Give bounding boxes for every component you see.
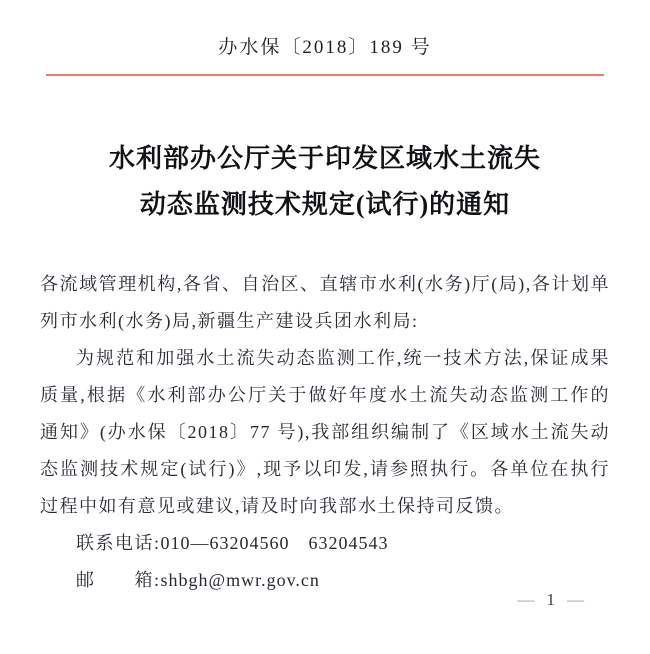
page-number xyxy=(518,590,585,610)
title-line-1: 水利部办公厅关于印发区域水土流失 xyxy=(108,144,541,173)
document-title xyxy=(0,136,650,228)
doc-number: 办水保〔2018〕189 号 xyxy=(218,37,432,58)
contact-phone-value: 010—63204560 63204543 xyxy=(160,533,389,553)
contact-email-label: 邮 箱: xyxy=(76,570,161,590)
red-divider-line xyxy=(46,74,604,76)
recipients-paragraph: 各流域管理机构,各省、自治区、直辖市水利(水务)厅(局),各计划单列市水利(水务)局,新疆生产建设兵团水利局: xyxy=(40,274,610,331)
page-number-dash-left: — xyxy=(517,590,535,609)
document-body xyxy=(40,266,610,599)
title-line-2: 动态监测技术规定(试行)的通知 xyxy=(139,190,511,219)
contact-phone-label: 联系电话: xyxy=(76,533,161,553)
page-number-dash-right: — xyxy=(567,590,584,609)
contact-email-value: shbgh@mwr.gov.cn xyxy=(160,570,320,590)
contact-phone-line xyxy=(40,525,610,562)
main-paragraph: 为规范和加强水土流失动态监测工作,统一技术方法,保证成果质量,根据《水利部办公厅关于做好年度水土流失动态监测工作的通知》(办水保〔2018〕77 号),我部组织编制了《区域水土流失动态监测技术规定(试行)》,现予以印发,请参照执行。各单位在执行过程中如有意见或建议,请及时向我部水土保持司反馈。 xyxy=(40,348,610,516)
page-number-value: 1 xyxy=(546,590,555,609)
